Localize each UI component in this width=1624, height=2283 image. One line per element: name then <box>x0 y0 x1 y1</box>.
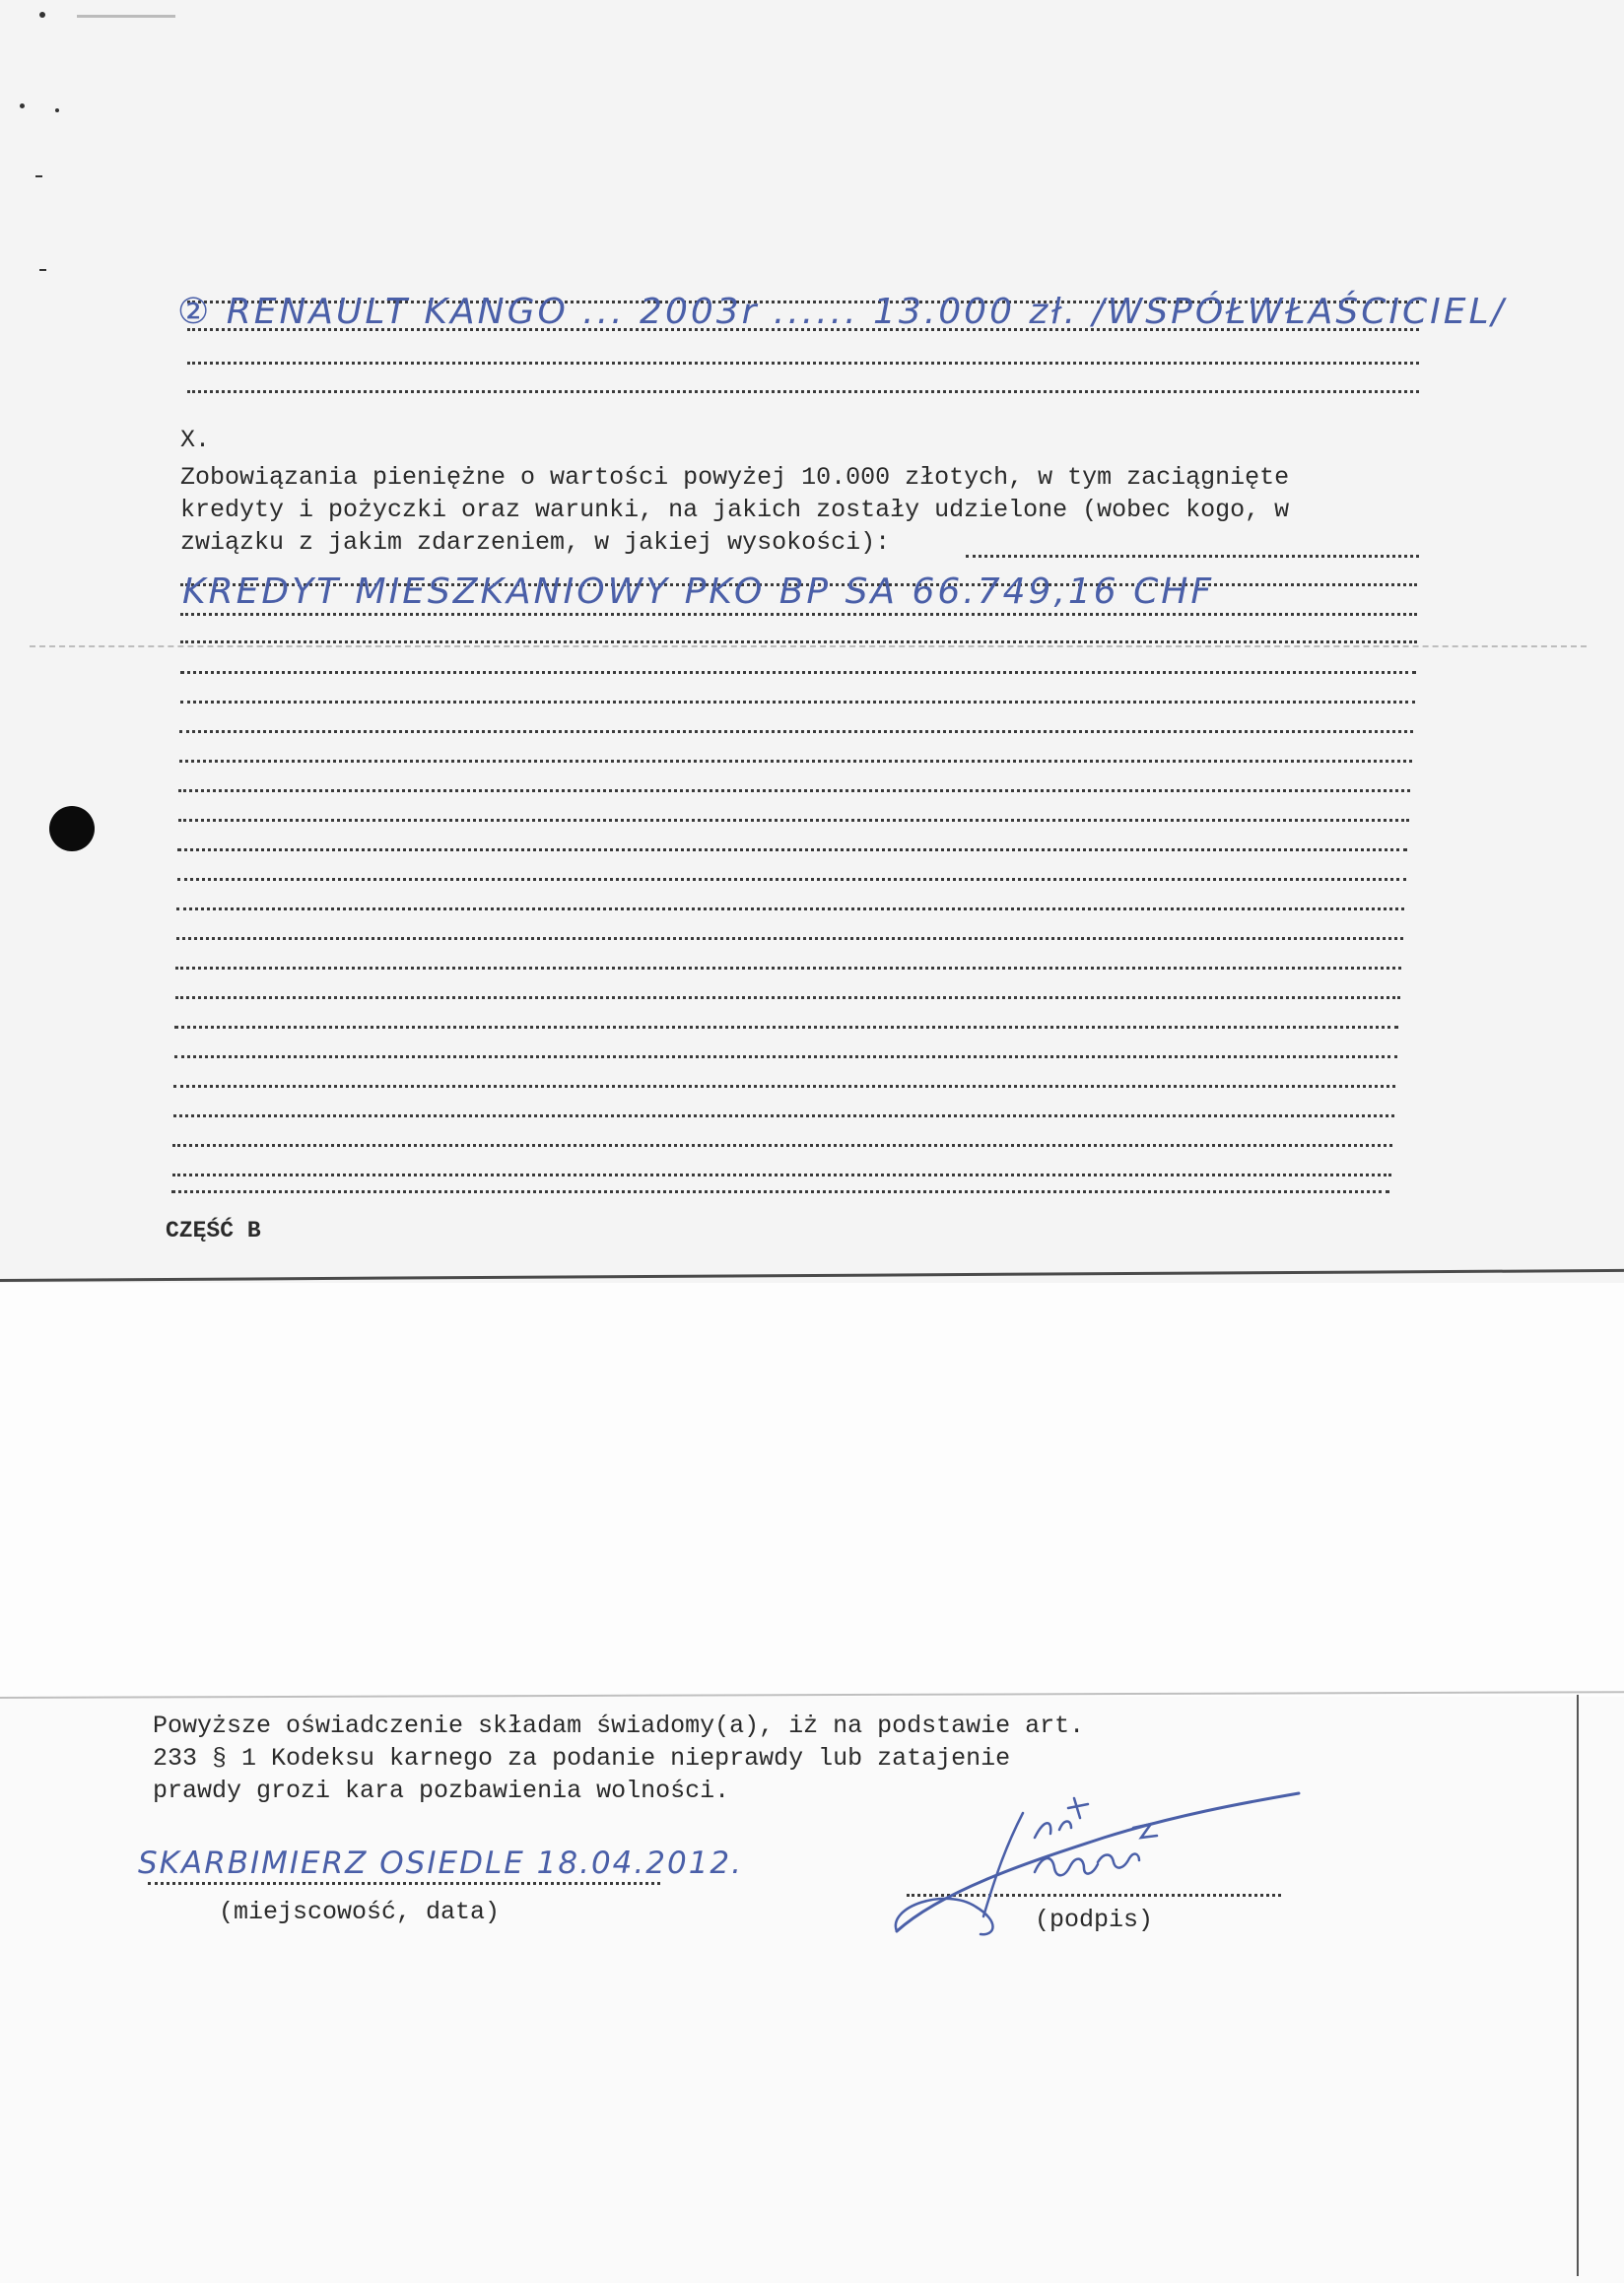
dotted-line <box>966 555 1419 558</box>
dotted-line <box>180 701 1415 704</box>
blank-band <box>0 1283 1624 1697</box>
dotted-line <box>148 1882 660 1885</box>
scan-speck <box>39 269 46 271</box>
intro-line: związku z jakim zdarzeniem, w jakiej wysokości): <box>180 528 891 557</box>
dotted-line <box>179 760 1412 763</box>
dotted-line <box>175 996 1400 999</box>
punch-hole <box>49 806 95 851</box>
dotted-line <box>173 1085 1395 1088</box>
declaration-line: prawdy grozi kara pozbawienia wolności. <box>153 1777 730 1805</box>
dotted-line <box>187 362 1419 365</box>
dotted-line <box>171 1190 1389 1193</box>
scan-speck <box>77 15 175 18</box>
scan-speck <box>35 175 42 177</box>
dotted-line <box>178 789 1410 792</box>
signature-label: (podpis) <box>1035 1906 1154 1934</box>
page-right-edge <box>1577 1695 1579 2276</box>
dotted-line <box>180 640 1417 643</box>
section-number: X. <box>180 426 211 454</box>
dotted-line <box>174 1026 1398 1029</box>
dotted-line <box>180 613 1417 616</box>
intro-line: Zobowiązania pieniężne o wartości powyżej 10.000 złotych, w tym zaciągnięte <box>180 463 1290 492</box>
dotted-line <box>176 937 1403 940</box>
dotted-line <box>177 878 1406 881</box>
section-x-intro <box>180 461 1289 559</box>
part-b-heading: CZĘŚĆ B <box>166 1218 261 1243</box>
handwritten-vehicle-entry: ② RENAULT KANGO ... 2003r ...... 13.000 zł. /WSPÓŁWŁAŚCICIEL/ <box>177 292 1507 332</box>
dotted-line <box>187 390 1419 393</box>
dotted-line <box>180 671 1416 674</box>
dotted-line <box>176 907 1404 910</box>
declaration-line: 233 § 1 Kodeksu karnego za podanie nieprawdy lub zatajenie <box>153 1744 1011 1773</box>
dotted-line <box>172 1144 1392 1147</box>
intro-line: kredyty i pożyczki oraz warunki, na jakich zostały udzielone (wobec kogo, w <box>180 496 1290 524</box>
dotted-line <box>173 1114 1394 1117</box>
handwritten-place-date: SKARBIMIERZ OSIEDLE 18.04.2012. <box>138 1846 744 1881</box>
dotted-line <box>174 1055 1397 1058</box>
dotted-line <box>178 819 1409 822</box>
scan-speck <box>20 103 25 108</box>
handwritten-loan-entry: KREDYT MIESZKANIOWY PKO BP SA 66.749,16 CHF <box>182 571 1215 612</box>
dotted-line <box>177 848 1407 851</box>
declaration-line: Powyższe oświadczenie składam świadomy(a), iż na podstawie art. <box>153 1712 1085 1740</box>
signature-image <box>887 1769 1311 1946</box>
dotted-line <box>175 967 1401 970</box>
place-date-label: (miejscowość, data) <box>219 1898 501 1926</box>
dotted-line <box>172 1174 1391 1176</box>
scan-speck <box>55 108 59 112</box>
dotted-line <box>179 730 1413 733</box>
scan-artifact-line <box>30 645 1587 647</box>
scan-speck <box>39 12 45 18</box>
